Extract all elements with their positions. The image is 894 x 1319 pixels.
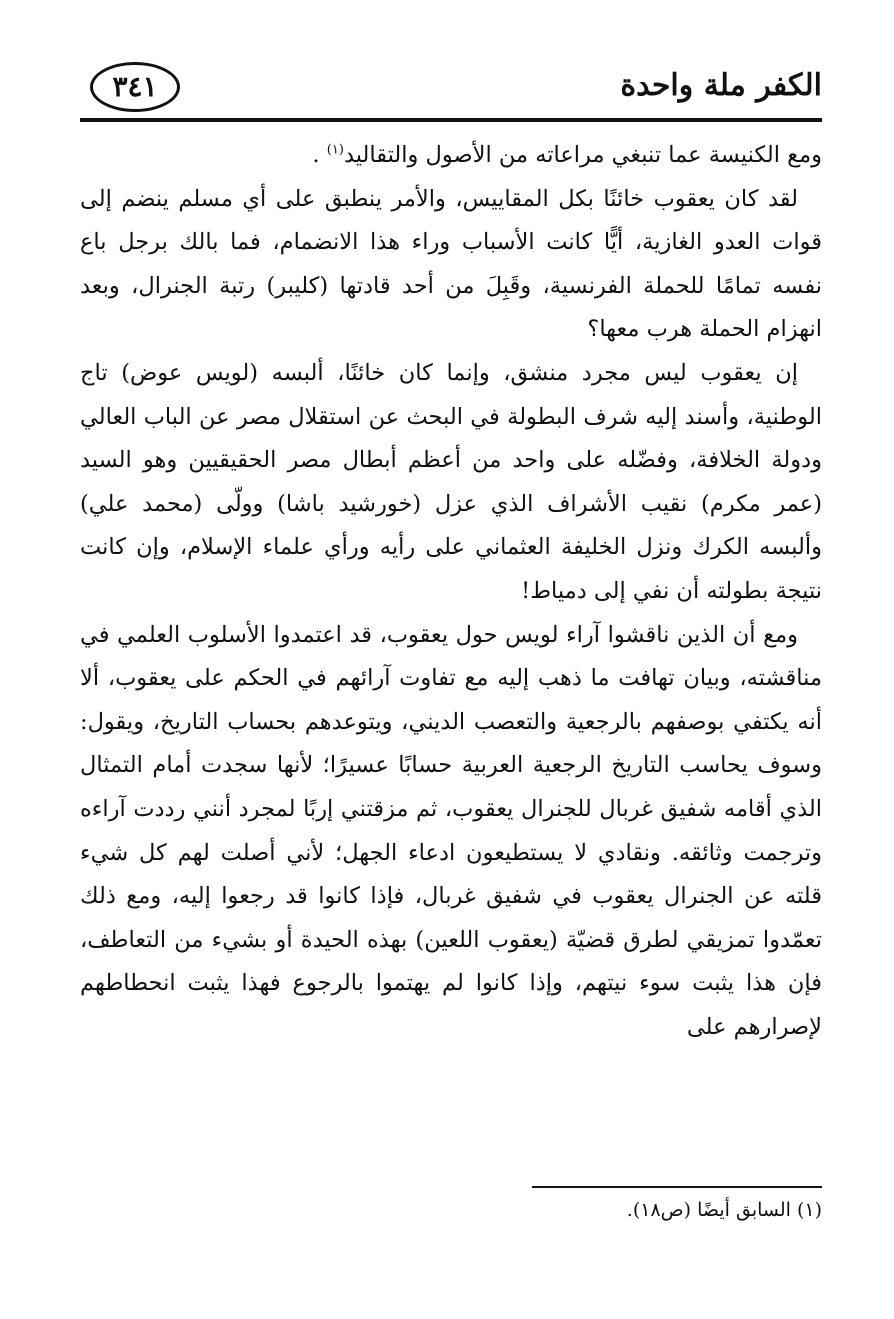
footnotes-section: [80, 1186, 822, 1224]
paragraph-text: ومع الكنيسة عما تنبغي مراعاته من الأصول والتقاليد: [343, 142, 822, 168]
running-header: [80, 56, 822, 122]
paragraph-text: لقد كان يعقوب خائنًا بكل المقاييس، والأمر ينطبق على أي مسلم ينضم إلى قوات العدو الغازية، أيًّا كانت الأسباب وراء هذا الانضمام، فما بالك برجل باع نفسه تمامًا للحملة الفرنسية، وقَبِلَ من أحد قادتها (كليبر) رتبة الجنرال، وبعد انهزام الحملة هرب معها؟: [80, 185, 822, 343]
book-page: [80, 56, 822, 1049]
paragraph: [80, 178, 822, 352]
page-number-badge: ٣٤١: [90, 62, 180, 112]
paragraph-text: إن يعقوب ليس مجرد منشق، وإنما كان خائنًا، ألبسه (لويس عوض) تاج الوطنية، وأسند إليه شرف البطولة في البحث عن استقلال مصر عن الباب العالي ودولة الخلافة، وفضّله على واحد من أعظم أبطال مصر الحقيقيين وهو السيد (عمر مكرم) نقيب الأشراف الذي عزل (خورشيد باشا) وولّى (محمد علي) وألبسه الكرك ونزل الخليفة العثماني على رأيه ورأي علماء الإسلام، وإن كانت نتيجة بطولته أن نفي إلى دمياط!: [80, 359, 822, 604]
body-text: [80, 134, 822, 1049]
paragraph: [80, 614, 822, 1050]
paragraph: [80, 134, 822, 178]
paragraph-text: ومع أن الذين ناقشوا آراء لويس حول يعقوب، قد اعتمدوا الأسلوب العلمي في مناقشته، وبيان تهافت ما ذهب إليه مع تفاوت آرائهم في الحكم على يعقوب، ألا أنه يكتفي بوصفهم بالرجعية والتعصب الديني، ويتوعدهم بحساب التاريخ، ويقول: وسوف يحاسب التاريخ الرجعية العربية حسابًا عسيرًا؛ لأنها سجدت أمام التمثال الذي أقامه شفيق غربال للجنرال يعقوب، ثم مزقتني إربًا لمجرد أنني رددت آراءه وترجمت وثائقه. ونقادي لا يستطيعون ادعاء الجهل؛ لأني أصلت لهم كل شيء قلته عن الجنرال يعقوب في شفيق غربال، فإذا كانوا قد رجعوا إليه، ومع ذلك تعمّدوا تمزيقي لطرق قضيّة (يعقوب اللعين) بهذه الحيدة أو بشيء من التعاطف، فإن هذا يثبت سوء نيتهم، وإذا كانوا لم يهتموا بالرجوع فهذا يثبت انحطاطهم لإصرارهم على: [80, 621, 822, 1040]
running-title: الكفر ملة واحدة: [620, 68, 822, 103]
paragraph: [80, 352, 822, 614]
footnote-1: (١) السابق أيضًا (ص١٨).: [626, 1199, 822, 1221]
paragraph-text: .: [312, 142, 327, 168]
footnote-separator: [532, 1186, 822, 1188]
footnote-marker: (١): [326, 142, 344, 158]
